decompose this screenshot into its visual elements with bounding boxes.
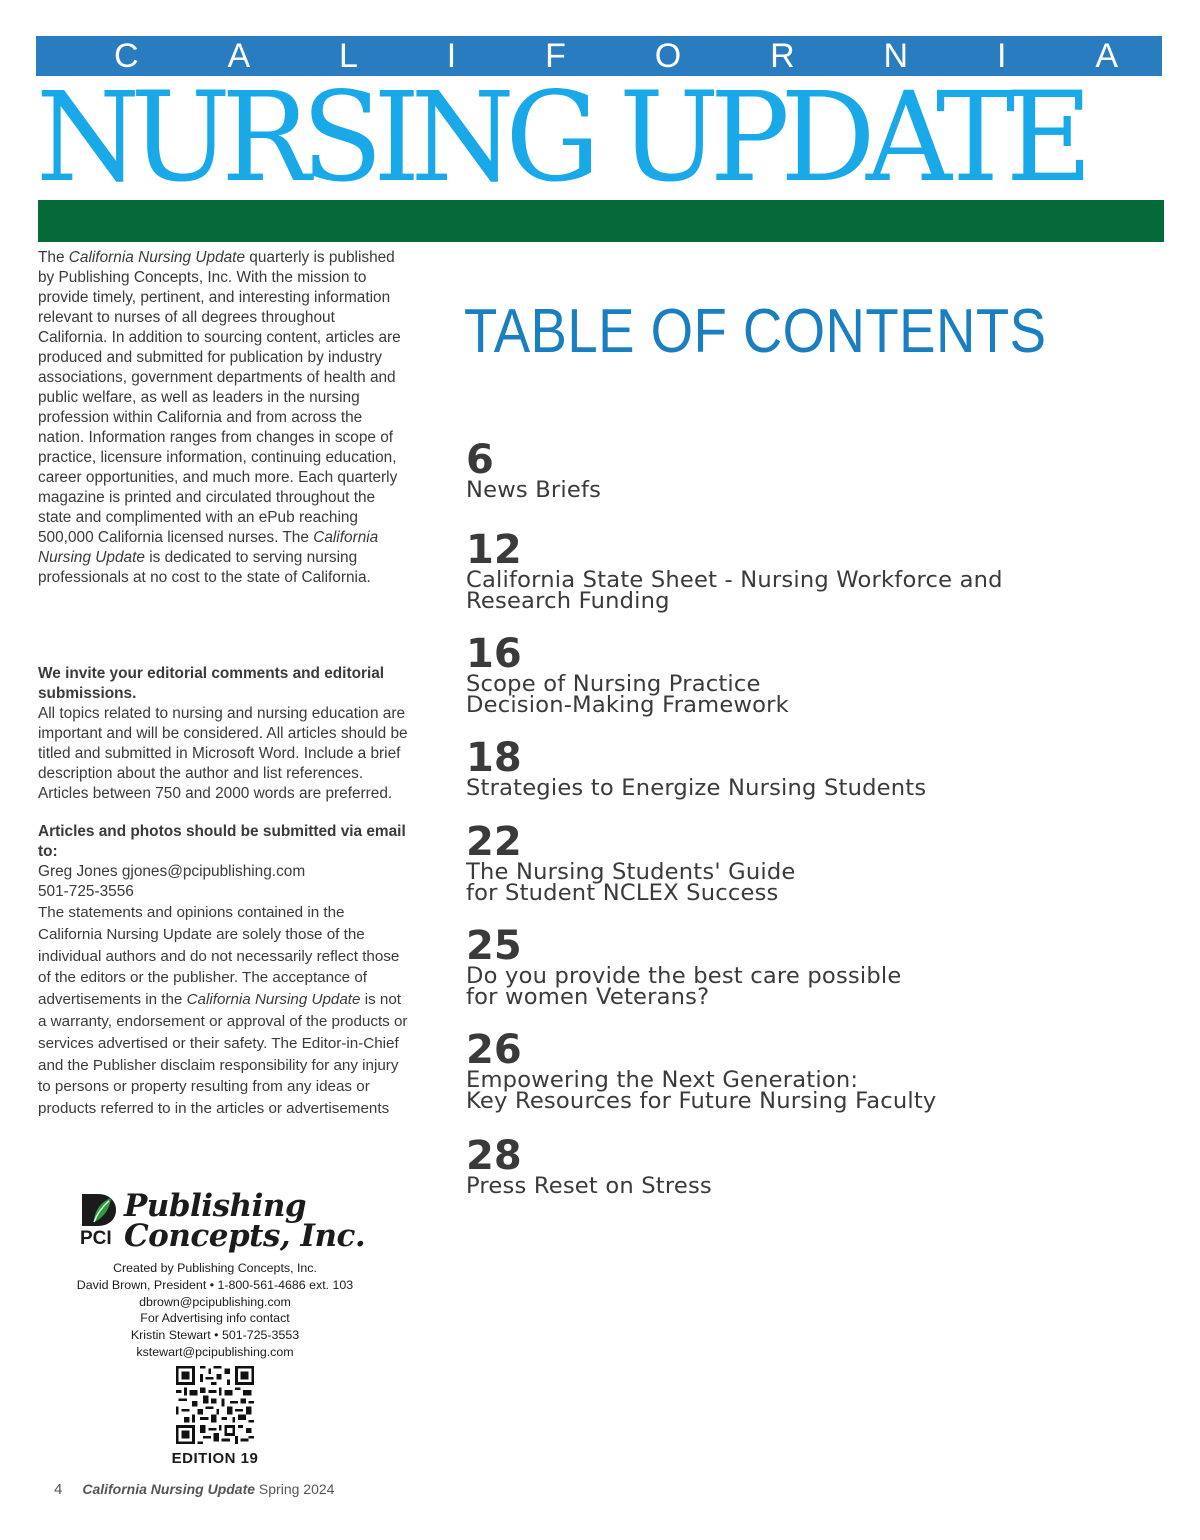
toc-page-number: 26 <box>466 1027 522 1073</box>
disclaimer-publication-name: California Nursing Update <box>186 991 361 1009</box>
toc-entry[interactable] <box>466 735 1146 801</box>
toc-entry[interactable] <box>466 1133 1146 1199</box>
toc-page-number: 16 <box>466 631 522 677</box>
masthead-title-text: NURSING UPDATE <box>36 76 1083 200</box>
footer-issue: Spring 2024 <box>258 1481 335 1497</box>
masthead-letter: O <box>654 37 682 75</box>
invite-section <box>38 664 408 804</box>
credit-line[interactable]: kstewart@pcipublishing.com <box>136 1344 294 1359</box>
intro-publication-name: California Nursing Update <box>68 249 246 266</box>
submission-heading: Articles and photos should be submitted via email to: <box>38 823 406 860</box>
masthead-letter: F <box>545 37 566 75</box>
toc-page-number: 18 <box>466 735 522 781</box>
toc-article-title[interactable]: Press Reset on Stress <box>466 1173 712 1199</box>
submission-contact[interactable]: Greg Jones gjones@pcipublishing.com <box>38 863 306 880</box>
masthead-letter: C <box>114 37 139 75</box>
toc-article-title[interactable]: California State Sheet - Nursing Workforce and Research Funding <box>466 567 1003 614</box>
disclaimer-text-1: The statements and opinions contained in the California Nursing Update are solely those of the individual authors and do not necessarily reflect those of the editors or the publisher. The acceptance of advertisements in the <box>38 904 400 1009</box>
toc-entry[interactable] <box>466 1027 1146 1114</box>
intro-publication-name: California Nursing Update <box>38 529 379 566</box>
left-column <box>38 248 408 1120</box>
logo-text-line1: Publishing <box>124 1188 307 1224</box>
disclaimer-paragraph <box>38 902 408 1120</box>
masthead-letter: L <box>339 37 358 75</box>
masthead-letter: A <box>227 37 251 75</box>
masthead-letter: A <box>1095 37 1118 75</box>
toc-entry[interactable] <box>466 923 1146 1010</box>
logo-abbreviation: PCI <box>80 1228 112 1249</box>
submission-phone: 501-725-3556 <box>38 883 134 900</box>
toc-article-title[interactable]: Scope of Nursing Practice Decision-Making Framework <box>466 671 789 718</box>
logo-text-line2: Concepts, Inc. <box>124 1218 366 1254</box>
masthead-letter: I <box>996 37 1007 75</box>
publisher-credits <box>60 1260 370 1361</box>
invite-heading: We invite your editorial comments and editorial submissions. <box>38 665 385 702</box>
masthead-letter: I <box>446 37 457 75</box>
toc-article-title[interactable]: News Briefs <box>466 477 602 503</box>
credit-line: For Advertising info contact <box>140 1311 290 1326</box>
footer-publication-name: California Nursing Update <box>82 1481 256 1497</box>
toc-entry[interactable] <box>466 631 1146 718</box>
qr-code-icon[interactable] <box>176 1366 254 1444</box>
intro-text-1: The <box>38 249 69 266</box>
toc-title: TABLE OF CONTENTS <box>464 297 1047 366</box>
page-footer <box>54 1481 334 1498</box>
toc-entry[interactable] <box>466 527 1146 614</box>
masthead-title <box>36 76 1166 200</box>
toc-article-title[interactable]: Empowering the Next Generation: Key Resources for Future Nursing Faculty <box>466 1067 937 1114</box>
credit-line: Kristin Stewart • 501-725-3553 <box>130 1328 300 1343</box>
invite-body: All topics related to nursing and nursing education are important and will be considered. All articles should be titled and submitted in Microsoft Word. Include a brief description about the author and list references. Articles between 750 and 2000 words are preferred. <box>38 705 408 802</box>
toc-entry[interactable] <box>466 819 1146 906</box>
intro-paragraph <box>38 248 408 648</box>
credit-line: Created by Publishing Concepts, Inc. <box>113 1261 317 1275</box>
intro-text-2: quarterly is published by Publishing Concepts, Inc. With the mission to provide timely, pertinent, and interesting information relevant to nurses of all degrees throughout California. In addition to sourcing content, articles are produced and submitted for publication by industry associations, government departments of health and public welfare, as well as leaders in the nursing profession within California and from across the nation. Information ranges from changes in scope of practice, licensure information, continuing education, career opportunities, and much more. Each quarterly magazine is printed and circulated throughout the state and complimented with an ePub reaching 500,000 California licensed nurses. The <box>38 249 401 546</box>
toc-article-title[interactable]: Strategies to Energize Nursing Students <box>466 775 927 801</box>
masthead-letter: N <box>883 37 909 75</box>
credit-line: David Brown, President • 1-800-561-4686 ext. 103 <box>76 1277 354 1292</box>
toc-article-title[interactable]: The Nursing Students' Guide for Student NCLEX Success <box>466 859 796 906</box>
toc-page-number: 12 <box>466 527 522 573</box>
toc-page-number: 22 <box>466 819 522 865</box>
toc-article-title[interactable]: Do you provide the best care possible for women Veterans? <box>466 963 902 1010</box>
toc-page-number: 25 <box>466 923 522 969</box>
toc-page-number: 6 <box>466 437 494 483</box>
disclaimer-text-2: is not a warranty, endorsement or approval of the products or services advertised or their safety. The Editor-in-Chief and the Publisher disclaim responsibility for any injury to persons or property resulting from any ideas or products referred to in the articles or advertisements <box>38 991 408 1118</box>
intro-text-3: is dedicated to serving nursing professionals at no cost to the state of California. <box>38 549 371 586</box>
toc-entry[interactable] <box>466 437 1146 503</box>
publisher-logo <box>80 1190 370 1256</box>
masthead-green-bar <box>38 200 1164 242</box>
masthead-letter: R <box>770 37 795 75</box>
submission-section <box>38 822 408 902</box>
toc-page-number: 28 <box>466 1133 522 1179</box>
pci-leaf-icon <box>80 1192 120 1228</box>
page-number: 4 <box>54 1481 63 1498</box>
credit-line[interactable]: dbrown@pcipublishing.com <box>139 1294 291 1309</box>
masthead-top-bar <box>36 36 1162 76</box>
edition-label: EDITION 19 <box>171 1450 259 1467</box>
